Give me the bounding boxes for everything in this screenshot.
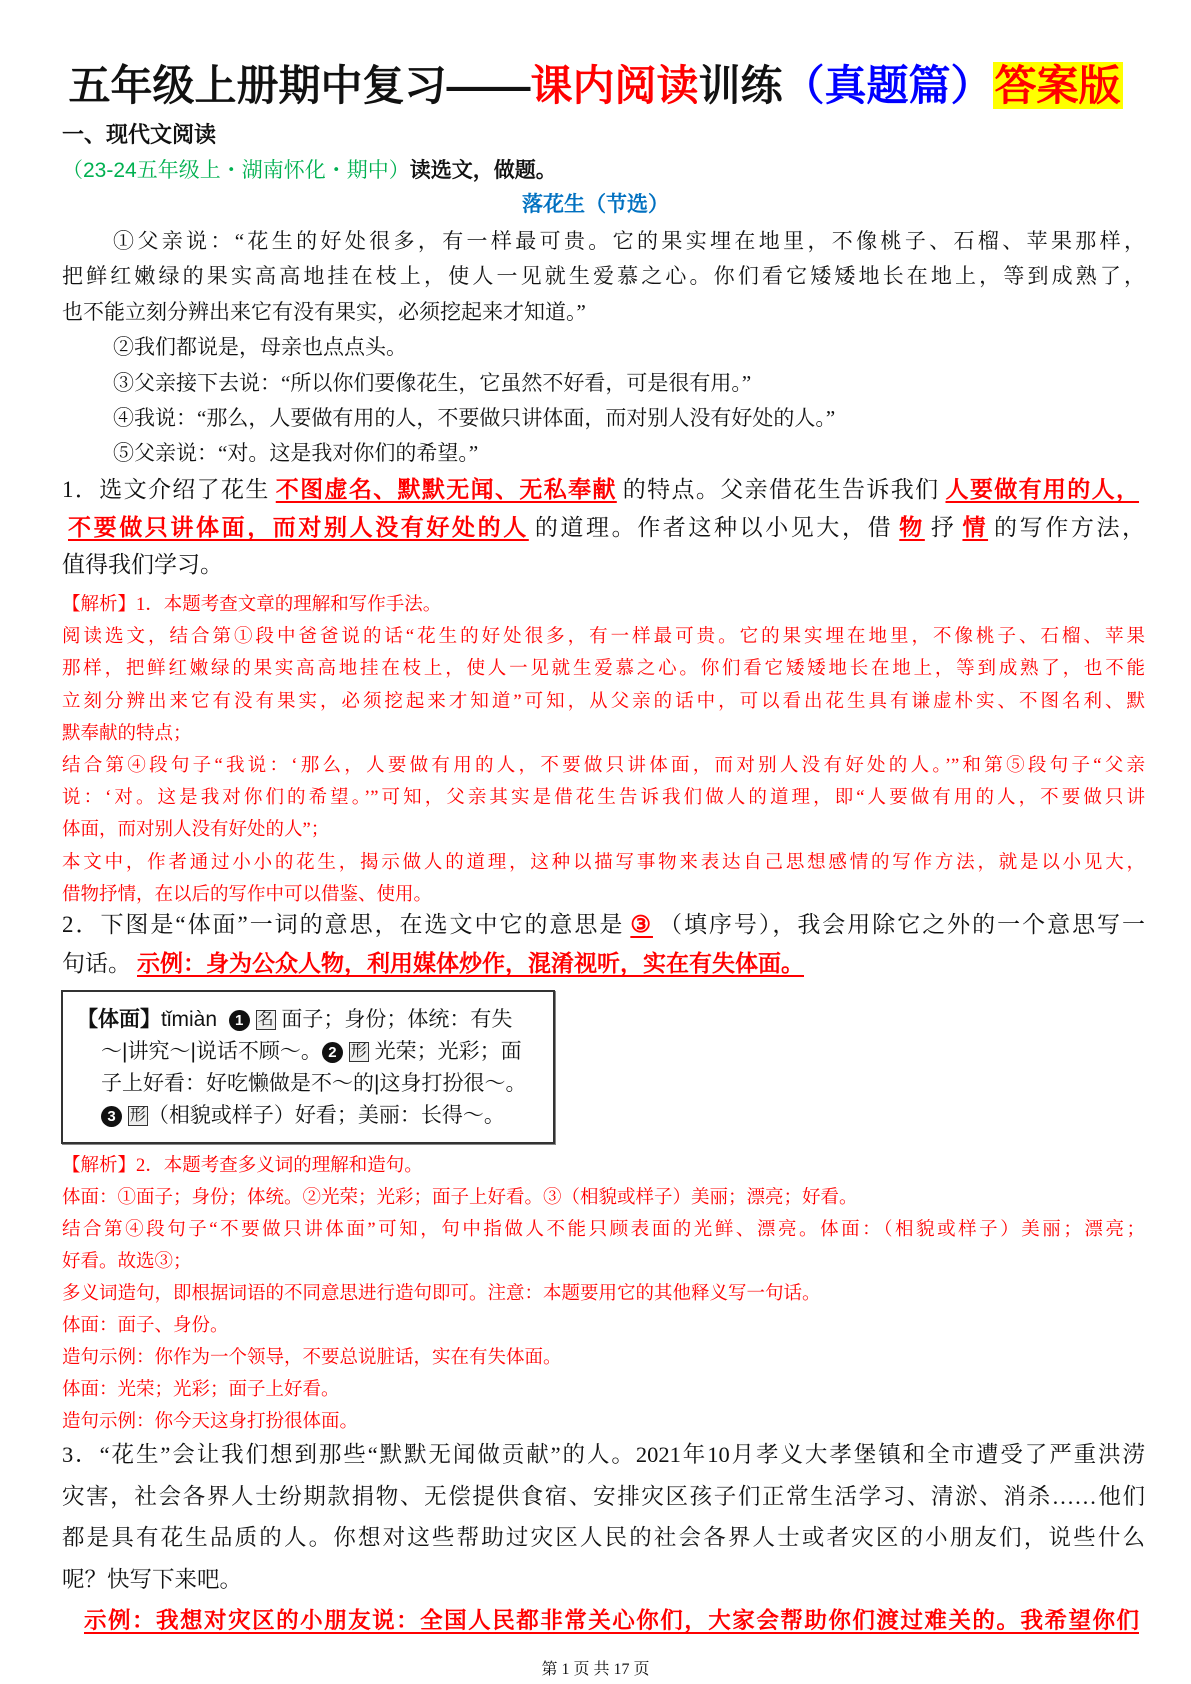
title-highlight: 课内阅读: [530, 62, 699, 109]
sense-text: 子上好看：好吃懒做是不～的|这身打扮很～。: [101, 1072, 527, 1095]
text-line: [62, 1182, 1145, 1214]
text-segment: 的道理。作者这种以小见大，借: [534, 514, 894, 540]
question-source: [62, 154, 557, 184]
page-number: 第 1 页 共 17 页: [541, 1661, 650, 1678]
text-segment: 造句示例：你今天这身打扮很体面。: [62, 1412, 359, 1432]
text-segment: 那样，把鲜红嫩绿的果实高高地挂在枝上，使人一见就生爱慕之心。你们看它矮矮地长在地上，等到成熟了，也不能: [62, 659, 1145, 680]
question-2: [62, 905, 1145, 983]
answer-text: 不图虚名、默默无闻、无私奉献: [275, 477, 617, 502]
text-segment: ④我说：“那么，人要做有用的人，不要做只讲体面，而对别人没有好处的人。”: [113, 406, 836, 431]
text-line: [62, 847, 1145, 879]
text-line: [62, 295, 1145, 330]
instruction: 读选文，做题。: [409, 159, 557, 182]
text-line: [62, 1150, 1145, 1182]
text-segment: 体面：光荣；光彩；面子上好看。: [62, 1380, 340, 1400]
text-segment: 2．下图是“体面”一词的意思，在选文中它的意思是: [62, 912, 625, 937]
text-segment: 多义词造句，即根据词语的不同意思进行造句即可。注意：本题要用它的其他释义写一句话。: [62, 1284, 821, 1304]
text-segment: 的写作方法，: [994, 514, 1146, 540]
text-segment: 都是具有花生品质的人。你想对这些帮助过灾区人民的社会各界人士或者灾区的小朋友们，说些什么: [62, 1525, 1145, 1550]
text-line: [62, 1434, 1145, 1476]
sense-text: 面子；身份；体统：有失: [281, 1008, 513, 1031]
text-line: [62, 1600, 1145, 1642]
section-heading: 一、现代文阅读: [62, 122, 217, 147]
text-segment: 句话。: [62, 951, 131, 976]
text-line: [62, 471, 1145, 509]
text-line: [62, 621, 1145, 653]
text-segment: 结合第④段句子“我说：‘那么，人要做有用的人，不要做只讲体面，而对别人没有好处的人。’”和第⑤段句子“父亲: [62, 756, 1145, 777]
sense-number: 1: [229, 1010, 250, 1031]
text-segment: 1．选文介绍了花生: [62, 477, 270, 502]
text-line: [62, 1214, 1145, 1246]
text-segment: 立刻分辨出来它有没有果实，必须挖起来才知道”可知，从父亲的话中，可以看出花生具有谦虚朴实、不图名利、默: [62, 691, 1145, 712]
text-line: [62, 750, 1145, 782]
answer-text: 不要做只讲体面，而对别人没有好处的人: [68, 514, 529, 540]
sense-text: 光荣；光彩；面: [374, 1040, 522, 1063]
text-segment: 【解析】1．本题考查文章的理解和写作手法。: [62, 595, 442, 615]
text-segment: 好看。故选③；: [62, 1252, 192, 1272]
text-line: [62, 782, 1145, 814]
text-segment: 结合第④段句子“不要做只讲体面”可知，句中指做人不能只顾表面的光鲜、漂亮。体面：（相貌或样子）美丽；漂亮；: [62, 1220, 1145, 1240]
analysis-1: [62, 589, 1145, 911]
page-title: [0, 58, 1191, 114]
text-segment: 默奉献的特点；: [62, 723, 192, 744]
answer-text: 示例：我想对灾区的小朋友说：全国人民都非常关心你们，大家会帮助你们渡过难关的。我希望你们: [84, 1608, 1139, 1633]
text-line: [62, 1476, 1145, 1518]
text-line: [62, 944, 1145, 983]
text-segment: 体面，而对别人没有好处的人”；: [62, 820, 330, 841]
sense-text: （相貌或样子）好看；美丽：长得～。: [147, 1104, 505, 1127]
analysis-2: [62, 1150, 1145, 1438]
text-line: [62, 330, 1145, 365]
text-segment: ⑤父亲说：“对。这是我对你们的希望。”: [113, 441, 479, 466]
text-line: [62, 1342, 1145, 1374]
text-segment: 的特点。父亲借花生告诉我们: [622, 477, 940, 502]
part-of-speech: 名: [257, 1011, 274, 1029]
text-segment: 造句示例：你作为一个领导，不要总说脏话，实在有失体面。: [62, 1348, 562, 1368]
text-line: [62, 718, 1145, 750]
headword: 【体面】: [77, 1008, 161, 1031]
text-segment: 体面：面子、身份。: [62, 1316, 229, 1336]
text-segment: 3．“花生”会让我们想到那些“默默无闻做贡献”的人。2021年10月孝义大孝堡镇和全市遭受了严重洪涝: [62, 1442, 1145, 1467]
text-line: [62, 905, 1145, 944]
sense-number: 2: [322, 1042, 343, 1063]
text-segment: （填序号），我会用除它之外的一个意思写一: [658, 912, 1146, 937]
text-line: [62, 1517, 1145, 1559]
text-segment: 灾害，社会各界人士纷期款捐物、无偿提供食宿、安排灾区孩子们正常生活学习、清淤、消杀……他们: [62, 1483, 1145, 1509]
text-line: [62, 1246, 1145, 1278]
answer-text: ③: [630, 912, 653, 937]
dictionary-entry-image: [61, 990, 555, 1144]
title-suffix: 训练: [698, 62, 783, 109]
text-line: [62, 436, 1145, 471]
question-3: [62, 1434, 1145, 1600]
answer-text: 示例：身为公众人物，利用媒体炒作，混淆视听，实在有失体面。: [137, 951, 804, 976]
part-of-speech: 形: [350, 1043, 367, 1061]
text-segment: 呢？快写下来吧。: [62, 1566, 243, 1592]
answer-3: [62, 1600, 1145, 1642]
text-segment: 阅读选文，结合第①段中爸爸说的话“花生的好处很多，有一样最可贵。它的果实埋在地里，不像桃子、石榴、苹果: [62, 627, 1145, 648]
text-segment: 【解析】2．本题考查多义词的理解和造句。: [62, 1156, 423, 1176]
text-line: [62, 224, 1145, 259]
text-line: [62, 1559, 1145, 1601]
text-segment: ①父亲说：“花生的好处很多，有一样最可贵。它的果实埋在地里，不像桃子、石榴、苹果那样，: [113, 229, 1145, 253]
question-1: [62, 471, 1145, 584]
answer-text: 人要做有用的人，: [945, 477, 1140, 502]
text-segment: 把鲜红嫩绿的果实高高地挂在枝上，使人一见就生爱慕之心。你们看它矮矮地长在地上，等到成熟了，: [62, 264, 1145, 289]
text-line: [62, 814, 1145, 846]
dictionary-line: [101, 1100, 505, 1132]
text-segment: ③父亲接下去说：“所以你们要像花生，它虽然不好看，可是很有用。”: [113, 370, 752, 395]
dictionary-line: [101, 1068, 526, 1100]
sense-text: ～|讲究～|说话不顾～。: [101, 1040, 322, 1063]
text-segment: 值得我们学习。: [62, 552, 223, 577]
passage-text: [62, 224, 1145, 472]
text-line: [62, 1310, 1145, 1342]
text-segment: 也不能立刻分辨出来它有没有果实，必须挖起来才知道。”: [62, 299, 586, 324]
sense-number: 3: [101, 1106, 122, 1127]
answer-badge: 答案版: [994, 62, 1121, 109]
text-line: [62, 589, 1145, 621]
text-segment: ②我们都说是，母亲也点点头。: [113, 335, 407, 360]
text-segment: 体面：①面子；身份；体统。②光荣；光彩；面子上好看。③（相貌或样子）美丽；漂亮；好看。: [62, 1188, 858, 1208]
text-line: [62, 546, 1145, 584]
text-segment: 借物抒情，在以后的写作中可以借鉴、使用。: [62, 884, 433, 905]
text-line: [62, 1374, 1145, 1406]
text-line: [62, 259, 1145, 294]
text-line: [62, 653, 1145, 685]
text-line: [62, 366, 1145, 401]
text-segment: 说：‘对。这是我对你们的希望。’”可知，父亲其实是借花生告诉我们做人的道理，即“人要做有用的人，不要做只讲: [62, 788, 1145, 809]
answer-text: 物: [899, 514, 925, 540]
passage-title: 落花生（节选）: [522, 192, 669, 216]
answer-text: 情: [962, 514, 989, 540]
text-line: [62, 401, 1145, 436]
part-of-speech: 形: [129, 1107, 146, 1125]
text-line: [62, 509, 1145, 547]
title-main: 五年级上册期中复习——: [68, 62, 531, 109]
text-segment: 本文中，作者通过小小的花生，揭示做人的道理，这种以描写事物来表达自己思想感情的写作方法，就是以小见大，: [62, 852, 1145, 873]
dictionary-line: [101, 1036, 522, 1068]
text-line: [62, 686, 1145, 718]
source-tag: （23-24五年级上・湖南怀化・期中）: [62, 159, 410, 182]
text-segment: 抒: [930, 514, 957, 540]
title-subtitle: （真题篇）: [782, 62, 993, 109]
dictionary-line: [77, 1004, 512, 1036]
pinyin: tǐmiàn: [161, 1008, 218, 1031]
text-line: [62, 1278, 1145, 1310]
